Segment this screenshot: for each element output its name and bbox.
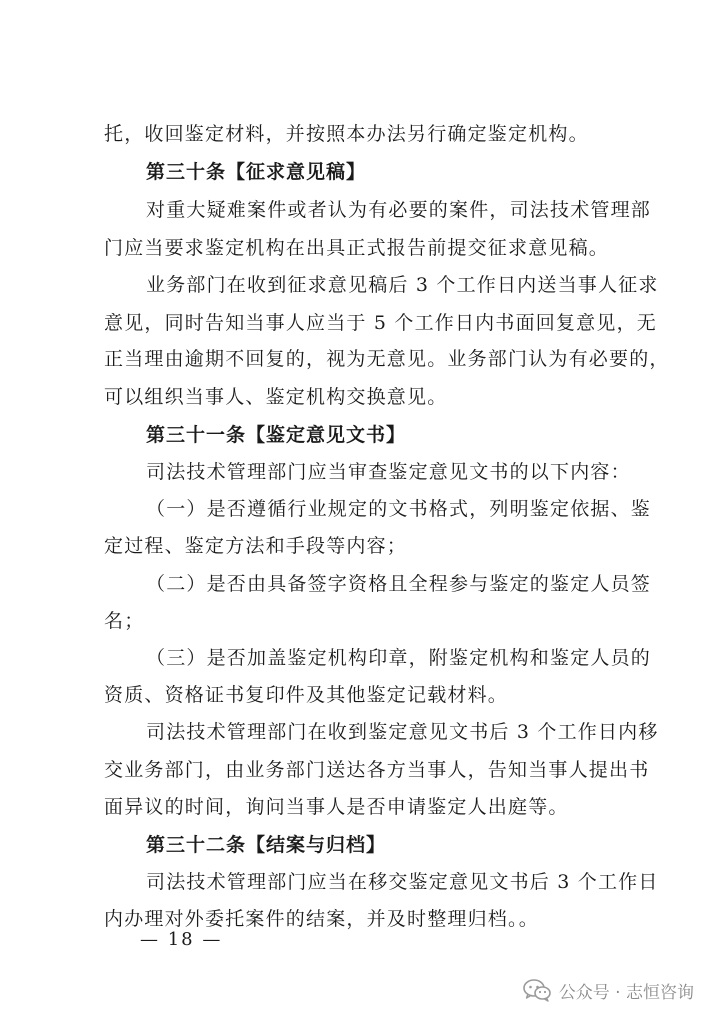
paragraph-line: （三）是否加盖鉴定机构印章，附鉴定机构和鉴定人员的 <box>146 647 652 669</box>
paragraph-line: 资质、资格证书复印件及其他鉴定记载材料。 <box>104 684 509 706</box>
paragraph-line: 名； <box>104 610 145 632</box>
paragraph-line: 正当理由逾期不回复的，视为无意见。业务部门认为有必要的， <box>104 348 670 370</box>
paragraph-line: 可以组织当事人、鉴定机构交换意见。 <box>104 386 448 408</box>
paragraph-line: 交业务部门，由业务部门送达各方当事人，告知当事人提出书 <box>104 759 650 781</box>
paragraph-line: 内办理对外委托案件的结案，并及时整理归档。。 <box>104 908 539 930</box>
paragraph-line: 定过程、鉴定方法和手段等内容； <box>104 535 408 557</box>
watermark-text: 公众号 · 志恒咨询 <box>558 982 694 1003</box>
paragraph-line: 司法技术管理部门应当审查鉴定意见文书的以下内容： <box>146 461 631 483</box>
paragraph-line: 司法技术管理部门在收到鉴定意见文书后 3 个工作日内移 <box>146 721 659 743</box>
paragraph-line: 门应当要求鉴定机构在出具正式报告前提交征求意见稿。 <box>104 237 610 259</box>
wechat-icon <box>523 978 551 1002</box>
paragraph-line: （一）是否遵循行业规定的文书格式，列明鉴定依据、鉴 <box>146 498 652 520</box>
paragraph-line: （二）是否由具备签字资格且全程参与鉴定的鉴定人员签 <box>146 573 652 595</box>
paragraph-line: 业务部门在收到征求意见稿后 3 个工作日内送当事人征求 <box>146 274 659 296</box>
paragraph-line: 对重大疑难案件或者认为有必要的案件，司法技术管理部 <box>146 199 652 221</box>
article-31-heading: 第三十一条【鉴定意见文书】 <box>146 424 407 446</box>
article-30-heading: 第三十条【征求意见稿】 <box>146 161 367 183</box>
paragraph-line: 托，收回鉴定材料，并按照本办法另行确定鉴定机构。 <box>104 123 589 145</box>
page-number: — 18 — <box>140 929 223 950</box>
watermark <box>523 975 694 1005</box>
paragraph-line: 意见，同时告知当事人应当于 5 个工作日内书面回复意见，无 <box>104 312 657 334</box>
article-32-heading: 第三十二条【结案与归档】 <box>146 834 387 856</box>
paragraph-line: 司法技术管理部门应当在移交鉴定意见文书后 3 个工作日 <box>146 871 659 893</box>
paragraph-line: 面异议的时间，询问当事人是否申请鉴定人出庭等。 <box>104 796 569 818</box>
